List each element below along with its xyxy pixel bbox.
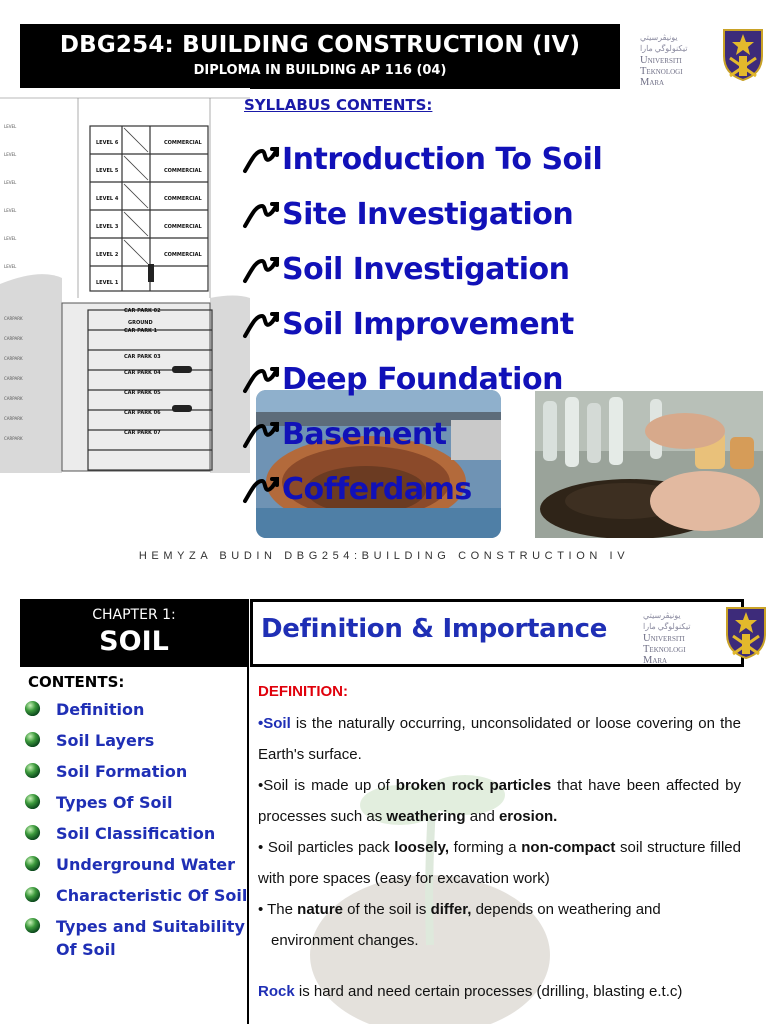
definition-paragraph: • The nature of the soil is differ, depends on weathering and bbox=[258, 901, 661, 918]
syllabus-item bbox=[242, 297, 602, 352]
svg-text:LEVEL: LEVEL bbox=[4, 124, 17, 129]
list-item bbox=[24, 729, 248, 752]
crest-icon bbox=[720, 26, 766, 82]
contents-label: Types and Suitability Of Soil bbox=[56, 917, 245, 959]
svg-text:CAR PARK 07: CAR PARK 07 bbox=[124, 430, 161, 436]
list-item bbox=[24, 760, 248, 783]
syllabus-label: Site Investigation bbox=[282, 197, 574, 232]
curved-arrow-icon bbox=[242, 145, 280, 175]
green-sphere-bullet-icon bbox=[24, 824, 41, 841]
syllabus-list bbox=[242, 132, 602, 517]
svg-text:LEVEL: LEVEL bbox=[4, 236, 17, 241]
syllabus-item bbox=[242, 132, 602, 187]
course-banner bbox=[20, 24, 620, 89]
svg-text:CAR PARK 03: CAR PARK 03 bbox=[124, 354, 161, 360]
svg-text:LEVEL: LEVEL bbox=[4, 180, 17, 185]
svg-text:LEVEL: LEVEL bbox=[4, 152, 17, 157]
svg-text:COMMERCIAL: COMMERCIAL bbox=[164, 224, 202, 230]
green-sphere-bullet-icon bbox=[24, 793, 41, 810]
syllabus-item bbox=[242, 352, 602, 407]
contents-label: Definition bbox=[56, 700, 145, 719]
svg-text:LEVEL 1: LEVEL 1 bbox=[96, 280, 119, 286]
uitm-logo bbox=[640, 26, 768, 86]
svg-text:GROUND: GROUND bbox=[128, 320, 153, 326]
green-sphere-bullet-icon bbox=[24, 855, 41, 872]
contents-label: Soil Layers bbox=[56, 731, 155, 750]
list-item bbox=[24, 822, 248, 845]
svg-text:CARPARK: CARPARK bbox=[4, 436, 23, 441]
svg-text:LEVEL: LEVEL bbox=[4, 264, 17, 269]
svg-text:COMMERCIAL: COMMERCIAL bbox=[164, 140, 202, 146]
svg-text:COMMERCIAL: COMMERCIAL bbox=[164, 196, 202, 202]
svg-text:CARPARK: CARPARK bbox=[4, 396, 23, 401]
definition-body bbox=[258, 683, 741, 1007]
contents-heading: CONTENTS: bbox=[28, 673, 125, 691]
svg-text:LEVEL 5: LEVEL 5 bbox=[96, 168, 119, 174]
contents-list bbox=[24, 698, 248, 969]
curved-arrow-icon bbox=[242, 200, 280, 230]
svg-text:CAR PARK 06: CAR PARK 06 bbox=[124, 410, 161, 416]
chapter-box bbox=[20, 599, 248, 667]
svg-text:CAR PARK 04: CAR PARK 04 bbox=[124, 370, 161, 376]
syllabus-label: Soil Improvement bbox=[282, 307, 574, 342]
svg-text:CARPARK: CARPARK bbox=[4, 356, 23, 361]
curved-arrow-icon bbox=[242, 255, 280, 285]
uitm-logo bbox=[643, 604, 768, 664]
curved-arrow-icon bbox=[242, 310, 280, 340]
contents-label: Soil Formation bbox=[56, 762, 188, 781]
slide-footer: HEMYZA BUDIN DBG254:BUILDING CONSTRUCTION IV bbox=[138, 550, 630, 562]
definition-heading: DEFINITION: bbox=[258, 683, 348, 700]
svg-text:CARPARK: CARPARK bbox=[4, 416, 23, 421]
syllabus-item bbox=[242, 462, 602, 517]
list-item bbox=[24, 884, 248, 907]
logo-text: ﻳﻮﻧﻴﭭﺮﺳﻴﺘﻲ ﺗﻴﻜﻨﻮﻟﻮﮔﻲ مارا Universiti Teknologi Mara bbox=[640, 33, 688, 88]
slide-title: Definition & Importance bbox=[261, 614, 608, 644]
list-item bbox=[24, 791, 248, 814]
course-subtitle: DIPLOMA IN BUILDING AP 116 (04) bbox=[193, 63, 447, 78]
syllabus-label: Deep Foundation bbox=[282, 362, 563, 397]
list-item bbox=[24, 698, 248, 721]
syllabus-label: Introduction To Soil bbox=[282, 142, 603, 177]
svg-text:LEVEL: LEVEL bbox=[4, 208, 17, 213]
chapter-title: SOIL bbox=[99, 626, 169, 657]
contents-label: Underground Water bbox=[56, 855, 235, 874]
contents-label: Characteristic Of Soil bbox=[56, 886, 248, 905]
green-sphere-bullet-icon bbox=[24, 917, 41, 934]
syllabus-label: Cofferdams bbox=[282, 472, 472, 507]
green-sphere-bullet-icon bbox=[24, 886, 41, 903]
curved-arrow-icon bbox=[242, 365, 280, 395]
building-section-drawing bbox=[0, 88, 250, 473]
green-sphere-bullet-icon bbox=[24, 762, 41, 779]
syllabus-label: Soil Investigation bbox=[282, 252, 570, 287]
course-title: DBG254: BUILDING CONSTRUCTION (IV) bbox=[59, 32, 581, 58]
svg-text:LEVEL 6: LEVEL 6 bbox=[96, 140, 119, 146]
svg-text:CARPARK: CARPARK bbox=[4, 316, 23, 321]
list-item bbox=[24, 915, 248, 961]
crest-icon bbox=[723, 604, 768, 660]
contents-label: Soil Classification bbox=[56, 824, 216, 843]
svg-text:LEVEL 2: LEVEL 2 bbox=[96, 252, 119, 258]
definition-paragraph: •Soil is the naturally occurring, unconsolidated or loose covering on the Earth's surface. bbox=[258, 715, 741, 763]
green-sphere-bullet-icon bbox=[24, 700, 41, 717]
definition-title-box bbox=[250, 599, 744, 667]
contents-label: Types Of Soil bbox=[56, 793, 173, 812]
rock-paragraph: Rock is hard and need certain processes (drilling, blasting e.t.c) bbox=[258, 983, 683, 1000]
svg-text:LEVEL 3: LEVEL 3 bbox=[96, 224, 119, 230]
svg-text:CARPARK: CARPARK bbox=[4, 376, 23, 381]
svg-text:LEVEL 4: LEVEL 4 bbox=[96, 196, 119, 202]
svg-text:CARPARK: CARPARK bbox=[4, 336, 23, 341]
svg-text:CAR PARK 05: CAR PARK 05 bbox=[124, 390, 161, 396]
green-sphere-bullet-icon bbox=[24, 731, 41, 748]
slide-definition bbox=[0, 575, 768, 1024]
syllabus-item bbox=[242, 242, 602, 297]
syllabus-label: Basement bbox=[282, 417, 447, 452]
curved-arrow-icon bbox=[242, 475, 280, 505]
definition-paragraph: •Soil is made up of broken rock particles that have been affected by processes such as weathering and erosion. bbox=[258, 777, 741, 825]
syllabus-item bbox=[242, 407, 602, 462]
svg-text:COMMERCIAL: COMMERCIAL bbox=[164, 252, 202, 258]
svg-text:CAR PARK 02: CAR PARK 02 bbox=[124, 308, 161, 314]
syllabus-heading: SYLLABUS CONTENTS: bbox=[244, 96, 433, 114]
logo-text: ﻳﻮﻧﻴﭭﺮﺳﻴﺘﻲ ﺗﻴﻜﻨﻮﻟﻮﮔﻲ مارا Universiti Teknologi Mara bbox=[643, 611, 691, 666]
svg-text:COMMERCIAL: COMMERCIAL bbox=[164, 168, 202, 174]
chapter-label: CHAPTER 1: bbox=[92, 607, 176, 623]
svg-text:CAR PARK 1: CAR PARK 1 bbox=[124, 328, 158, 334]
list-item bbox=[24, 853, 248, 876]
definition-paragraph: • Soil particles pack loosely, forming a non-compact soil structure filled with pore spaces (easy for excavation work) bbox=[258, 839, 741, 887]
curved-arrow-icon bbox=[242, 420, 280, 450]
definition-paragraph-continuation: environment changes. bbox=[271, 932, 419, 949]
syllabus-item bbox=[242, 187, 602, 242]
